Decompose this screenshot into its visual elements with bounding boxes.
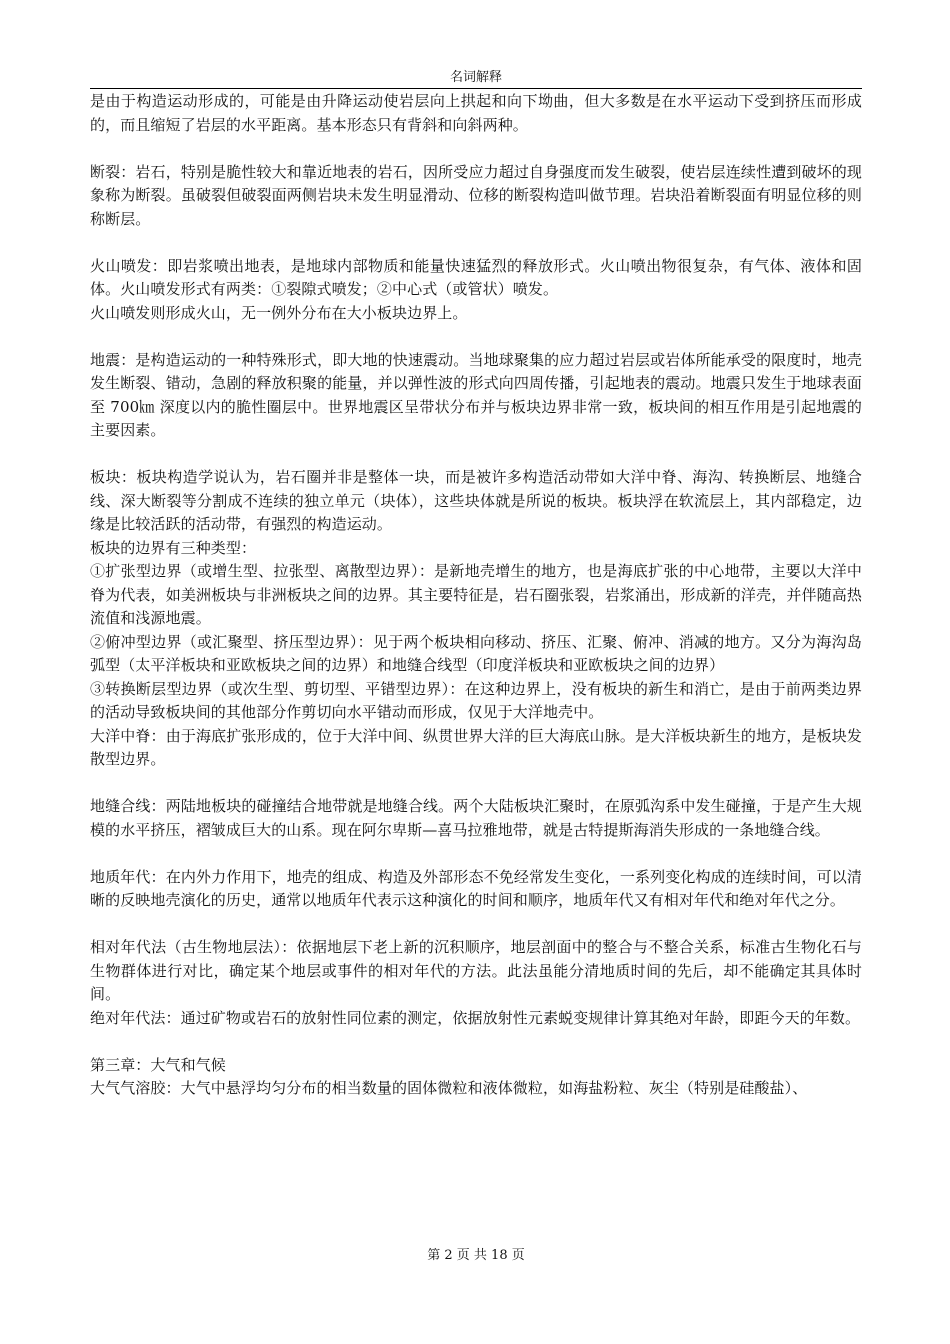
blank-line bbox=[90, 1030, 862, 1054]
page-footer: 第 2 页 共 18 页 bbox=[427, 1248, 525, 1263]
paragraph-convergent-boundary: ②俯冲型边界（或汇聚型、挤压型边界）：见于两个板块相向移动、挤压、汇聚、俯冲、消减的地方。又分为海沟岛弧型（太平洋板块和亚欧板块之间的边界）和地缝合线型（印度洋板块和亚欧板块之间的边界） bbox=[90, 632, 862, 674]
paragraph-transform-boundary: ③转换断层型边界（或次生型、剪切型、平错型边界）：在这种边界上，没有板块的新生和消亡，是由于前两类边界的活动导致板块间的其他部分作剪切向水平错动而形成，仅见于大洋地壳中。 bbox=[90, 679, 862, 721]
blank-line bbox=[90, 913, 862, 937]
paragraph-fault: 断裂：岩石，特别是脆性较大和靠近地表的岩石，因所受应力超过自身强度而发生破裂，使岩层连续性遭到破坏的现象称为断裂。虽破裂但破裂面两侧岩块未发生明显滑动、位移的断裂构造叫做节理。岩块沿着断裂面有明显位移的则称断层。 bbox=[90, 162, 862, 228]
document-body bbox=[90, 90, 862, 1101]
paragraph-volcanic-eruption: 火山喷发：即岩浆喷出地表，是地球内部物质和能量快速猛烈的释放形式。火山喷出物很复杂，有气体、液体和固体。火山喷发形式有两类：①裂隙式喷发；②中心式（或管状）喷发。 bbox=[90, 256, 862, 298]
paragraph-plate-boundary-types: 板块的边界有三种类型： bbox=[90, 538, 257, 557]
paragraph-plate: 板块：板块构造学说认为，岩石圈并非是整体一块，而是被许多构造活动带如大洋中脊、海沟、转换断层、地缝合线、深大断裂等分割成不连续的独立单元（块体），这些块体就是所说的板块。板块浮在软流层上，其内部稳定，边缘是比较活跃的活动带，有强烈的构造运动。 bbox=[90, 468, 862, 533]
paragraph-divergent-boundary: ①扩张型边界（或增生型、拉张型、离散型边界）：是新地壳增生的地方，也是海底扩张的中心地带，主要以大洋中脊为代表，如美洲板块与非洲板块之间的边界。其主要特征是，岩石圈张裂，岩浆涌出，形成新的洋壳，并伴随高热流值和浅源地震。 bbox=[90, 562, 862, 627]
blank-line bbox=[90, 842, 862, 866]
page-header: 名词解释 bbox=[449, 70, 502, 85]
blank-line bbox=[90, 137, 862, 161]
chapter-heading: 第三章：大气和气候 bbox=[90, 1055, 226, 1074]
paragraph-suture-zone: 地缝合线：两陆地板块的碰撞结合地带就是地缝合线。两个大陆板块汇聚时，在原弧沟系中发生碰撞，于是产生大规模的水平挤压，褶皱成巨大的山系。现在阿尔卑斯—喜马拉雅地带，就是古特提斯海消失形成的一条地缝合线。 bbox=[90, 797, 862, 839]
paragraph-volcano-distribution: 火山喷发则形成火山，无一例外分布在大小板块边界上。 bbox=[90, 303, 468, 322]
paragraph-absolute-dating: 绝对年代法：通过矿物或岩石的放射性同位素的测定，依据放射性元素蜕变规律计算其绝对年龄，即距今天的年数。 bbox=[90, 1008, 861, 1027]
paragraph-fold-continuation: 是由于构造运动形成的，可能是由升降运动使岩层向上拱起和向下坳曲，但大多数是在水平运动下受到挤压而形成的，而且缩短了岩层的水平距离。基本形态只有背斜和向斜两种。 bbox=[90, 92, 862, 134]
blank-line bbox=[90, 772, 862, 796]
paragraph-geologic-time: 地质年代：在内外力作用下，地壳的组成、构造及外部形态不免经常发生变化，一系列变化构成的连续时间，可以清晰的反映地壳演化的历史，通常以地质年代表示这种演化的时间和顺序，地质年代又有相对年代和绝对年代之分。 bbox=[90, 867, 862, 909]
paragraph-aerosol: 大气气溶胶：大气中悬浮均匀分布的相当数量的固体微粒和液体微粒，如海盐粉粒、灰尘（特别是硅酸盐）、 bbox=[90, 1079, 808, 1097]
header-divider bbox=[90, 88, 862, 89]
paragraph-earthquake: 地震：是构造运动的一种特殊形式，即大地的快速震动。当地球聚集的应力超过岩层或岩体所能承受的限度时，地壳发生断裂、错动，急剧的释放积聚的能量，并以弹性波的形式向四周传播，引起地表的震动。地震只发生于地球表面至 700㎞ 深度以内的脆性圈层中。世界地震区呈带状分布并与板块边界非常一致，板块间的相互作用是引起地震的主要因素。 bbox=[90, 350, 862, 439]
paragraph-mid-ocean-ridge: 大洋中脊：由于海底扩张形成的，位于大洋中间、纵贯世界大洋的巨大海底山脉。是大洋板块新生的地方，是板块发散型边界。 bbox=[90, 726, 862, 768]
paragraph-relative-dating: 相对年代法（古生物地层法）：依据地层下老上新的沉积顺序，地层剖面中的整合与不整合关系，标准古生物化石与生物群体进行对比，确定某个地层或事件的相对年代的方法。此法虽能分清地质时间的先后，却不能确定其具体时间。 bbox=[90, 938, 862, 1003]
blank-line bbox=[90, 325, 862, 349]
blank-line bbox=[90, 443, 862, 467]
blank-line bbox=[90, 231, 862, 255]
